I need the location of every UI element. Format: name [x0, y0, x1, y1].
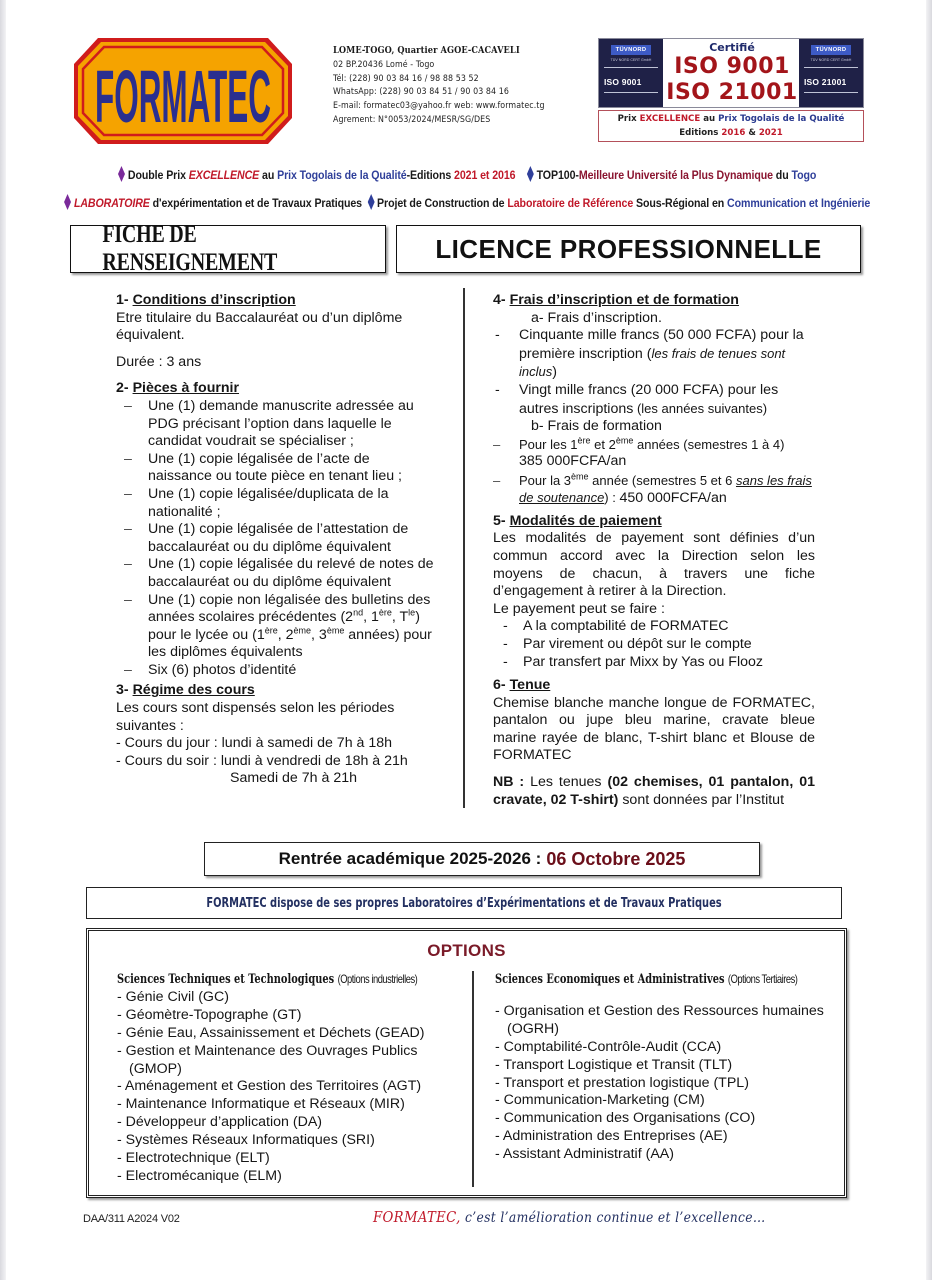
text: )	[552, 364, 557, 381]
text: années (semestres 1 à 4)	[633, 436, 785, 452]
diamond-bullet-icon	[367, 194, 374, 210]
section-number: 4-	[493, 292, 510, 308]
badge-iso-21001: ISO 21001	[804, 77, 847, 87]
options-title: OPTIONS	[427, 941, 506, 960]
text: , 3	[311, 626, 327, 643]
academic-start-date: 06 Octobre 2025	[546, 848, 686, 869]
award-laboratoire: LABORATOIRE	[73, 196, 150, 210]
badge-iso-9001: ISO 9001	[604, 77, 642, 87]
edition-2016: 2016	[721, 128, 746, 138]
option-item: - Electromécanique (ELM)	[117, 1167, 282, 1184]
labs-banner	[86, 887, 842, 919]
diamond-bullet-icon	[527, 166, 534, 182]
certification-badge	[598, 38, 864, 142]
award-university: Meilleure Université la Plus Dynamique	[578, 168, 773, 182]
payment-methods	[503, 618, 815, 671]
fee-first-registration	[493, 327, 815, 382]
slogan-brand: FORMATEC,	[373, 1208, 461, 1226]
award-lab-reference: Laboratoire de Référence	[507, 196, 634, 210]
dash: -	[495, 327, 500, 344]
fee-years-1-2	[493, 436, 815, 470]
right-column	[493, 292, 815, 809]
section-4-heading	[493, 292, 815, 310]
certified-text	[665, 39, 799, 109]
evening-courses: - Cours du soir : lundi à vendredi de 18h à 21h	[116, 752, 408, 769]
saturday-courses: Samedi de 7h à 21h	[230, 770, 357, 787]
dash: -	[495, 381, 500, 398]
documents-list	[124, 398, 436, 680]
award-prize-name: Prix Togolais de la Qualité	[277, 168, 407, 182]
text: années) pour les diplômes équivalents	[148, 626, 432, 661]
text: ) pour le lycée ou (1	[148, 609, 420, 643]
text: ) :	[604, 489, 620, 505]
superscript: ère	[577, 435, 591, 446]
awards-line-2	[61, 194, 872, 210]
section-number: 2-	[116, 380, 133, 397]
text: , 2	[277, 626, 294, 643]
section-5-text: Les modalités de payement sont définies d’un commun accord avec la Direction selon les moyens de chacun, à travers une fiche d’engagement à retirer à la Direction.	[493, 530, 815, 600]
agrement: Agrement: N°0053/2024/MESR/SG/DES	[333, 113, 491, 125]
award-years: 2021 et 2016	[454, 168, 516, 182]
column-divider	[463, 288, 465, 808]
prix-excellence: EXCELLENCE	[639, 114, 701, 124]
text: , 1	[363, 609, 379, 626]
list-item: – Une (1) copie légalisée de l’acte de naissance ou toute pièce en tenant lieu ;	[124, 451, 436, 486]
superscript: ère	[378, 607, 392, 618]
list-item: – Une (1) copie légalisée de l’attestation de baccalauréat ou du diplôme équivalent	[124, 521, 436, 556]
licence-title: LICENCE PROFESSIONNELLE	[435, 233, 822, 264]
text: année (semestres 5 et 6	[588, 472, 736, 488]
logo-text: FORMATEC	[95, 55, 271, 138]
training-fees-label: b- Frais de formation	[531, 418, 662, 435]
option-item: - Aménagement et Gestion des Territoires (AGT)	[117, 1078, 422, 1095]
options-industrial-heading	[117, 970, 476, 989]
award-text: d'expérimentation et de Travaux Pratiques	[152, 196, 362, 210]
option-item: - Gestion et Maintenance des Ouvrages Publics (GMOP)	[117, 1042, 418, 1077]
text: Vingt mille francs (20 000 FCFA) pour les autres inscriptions	[519, 381, 779, 417]
award-text: Projet de Construction de	[377, 196, 505, 210]
award-text: du	[775, 168, 789, 182]
certifie-label: Certifié	[709, 41, 755, 54]
option-item: - Transport Logistique et Transit (TLT)	[495, 1056, 733, 1073]
option-item: - Géomètre-Topographe (GT)	[117, 1006, 302, 1023]
awards-line-1	[61, 166, 872, 182]
slogan-text: c’est l’amélioration continue et l’excellence…	[460, 1210, 766, 1226]
list-item: - Par transfert par Mixx by Yas ou Flooz	[503, 654, 815, 672]
fee-other-registration	[493, 382, 815, 418]
amount: 450 000FCFA/an	[619, 489, 727, 506]
iso-certificate	[598, 38, 864, 108]
nb-label: NB :	[493, 774, 525, 791]
section-number: 3-	[116, 682, 133, 699]
contact-block	[333, 44, 545, 127]
list-item: – Une (1) demande manuscrite adressée au PDG précisant l’option dans laquelle le candidat voudrait se spécialiser ;	[124, 398, 436, 451]
section-1-heading	[116, 292, 436, 310]
slogan	[373, 1208, 766, 1226]
option-item: - Transport et prestation logistique (TPL)	[495, 1074, 749, 1091]
text-italic: les frais de tenues sont inclus	[519, 345, 786, 380]
section-6-heading	[493, 677, 815, 695]
award-togo: Togo	[791, 168, 817, 182]
section-title: Tenue	[509, 677, 551, 694]
option-item: - Assistant Administratif (AA)	[495, 1146, 674, 1163]
option-item: - Electrotechnique (ELT)	[117, 1150, 270, 1167]
option-item: - Organisation et Gestion des Ressources humaines (OGRH)	[495, 1002, 824, 1037]
text: Pour les 1	[519, 436, 578, 452]
section-3-text: Les cours sont dispensés selon les périodes suivantes :	[116, 700, 395, 734]
heading-paren: (Options industrielles)	[337, 972, 418, 986]
iso-21001: ISO 21001	[666, 80, 798, 105]
option-item: - Développeur d’application (DA)	[117, 1114, 323, 1131]
email-web[interactable]: E-mail: formatec03@yahoo.fr web: www.formatec.tg	[333, 100, 545, 112]
left-column	[116, 292, 436, 788]
award-excellence: EXCELLENCE	[188, 168, 260, 182]
diamond-bullet-icon	[64, 194, 71, 210]
section-3-heading	[116, 682, 436, 700]
award-text: -Editions	[406, 168, 452, 182]
option-item: - Génie Civil (GC)	[117, 988, 229, 1005]
superscript: ème	[293, 624, 312, 635]
options-tertiary	[495, 970, 845, 1164]
section-number: 5-	[493, 512, 510, 529]
tuv-brand: TÜVNORD	[611, 45, 651, 55]
section-5-heading	[493, 513, 815, 531]
dash: –	[493, 436, 501, 452]
option-item: - Génie Eau, Assainissement et Déchets (GEAD)	[117, 1024, 425, 1041]
academic-start-label: Rentrée académique 2025-2026 :	[278, 849, 542, 868]
superscript: le	[408, 607, 416, 618]
edition-and: &	[748, 128, 756, 138]
superscript: ème	[571, 471, 589, 482]
text: Une (1) copie non légalisée des bulletins des années scolaires précédentes (2	[148, 591, 431, 626]
tuv-sub: TÜV NORD CERT GmbH	[810, 58, 852, 62]
section-title: Frais d’inscription et de formation	[509, 292, 739, 308]
text-underlined: sans les frais de soutenance	[519, 472, 812, 505]
tuv-sub: TÜV NORD CERT GmbH	[610, 58, 652, 62]
heading-paren: (Options Tertiaires)	[727, 972, 798, 986]
academic-start-box	[204, 842, 760, 876]
list-item: – Une (1) copie légalisée/duplicata de la nationalité ;	[124, 486, 436, 521]
po-box: 02 BP.20436 Lomé - Togo	[333, 58, 435, 70]
section-title: Conditions d’inscription	[132, 292, 296, 308]
option-item: - Communication des Organisations (CO)	[495, 1110, 756, 1127]
superscript: ère	[264, 624, 278, 635]
labs-banner-text: FORMATEC dispose de ses propres Laboratoires d’Expérimentations et de Travaux Pratiques	[206, 895, 722, 911]
section-number: 1-	[116, 292, 133, 308]
award-text: Sous-Régional en	[636, 196, 725, 210]
diamond-bullet-icon	[118, 166, 125, 182]
text: (les années suivantes)	[633, 400, 768, 416]
quality-prize	[598, 110, 864, 142]
formatec-logo	[72, 36, 294, 146]
award-top100: TOP100-	[536, 168, 579, 182]
option-item: - Administration des Entreprises (AE)	[495, 1128, 728, 1145]
text: Pour la 3	[519, 472, 572, 488]
options-industrial	[117, 970, 467, 1186]
section-2-heading	[116, 380, 436, 398]
document-code: DAA/311 A2024 V02	[83, 1213, 180, 1225]
list-item: – Six (6) photos d’identité	[124, 662, 436, 680]
option-item: - Comptabilité-Contrôle-Audit (CCA)	[495, 1038, 722, 1055]
option-item: - Systèmes Réseaux Informatiques (SRI)	[117, 1132, 375, 1149]
iso-9001: ISO 9001	[674, 54, 790, 79]
list-item: – Une (1) copie légalisée du relevé de notes de baccalauréat ou du diplôme équivalent	[124, 556, 436, 591]
section-title: Pièces à fournir	[132, 380, 240, 397]
prix-togolais: Prix Togolais de la Qualité	[718, 114, 845, 124]
tuv-badge-left	[599, 39, 663, 107]
list-item: - A la comptabilité de FORMATEC	[503, 618, 815, 636]
tuv-badge-right	[799, 39, 863, 107]
prix-au: au	[703, 114, 716, 124]
options-tertiary-heading	[495, 970, 854, 989]
prix-label: Prix	[617, 114, 637, 124]
page-edge-right	[926, 0, 932, 1280]
badge-line	[804, 92, 858, 93]
fiche-title-box	[70, 221, 386, 276]
registration-fees-label: a- Frais d’inscription.	[531, 309, 662, 326]
day-courses: - Cours du jour : lundi à samedi de 7h à 18h	[116, 735, 393, 752]
section-title: Régime des cours	[132, 682, 255, 699]
badge-line	[604, 67, 658, 68]
superscript: ème	[615, 435, 634, 446]
text-bold: (02 chemises, 01 pantalon, 01 cravate, 02 T-shirt)	[493, 774, 815, 808]
fee-year-3	[493, 472, 815, 507]
award-communication: Communication et Ingénierie	[727, 196, 871, 210]
dash: –	[493, 472, 501, 488]
page-edge-left	[0, 0, 6, 1280]
badge-line	[604, 92, 658, 93]
fiche-title: FICHE DE RENSEIGNEMENT	[102, 221, 278, 276]
section-6-text: Chemise blanche manche longue de FORMATEC, pantalon ou jupe bleu marine, cravate bleue marine rayée de blanc, T-shirt blanc et Blouse de FORMATEC	[493, 694, 815, 764]
award-text: Double Prix	[127, 168, 186, 182]
option-item: - Maintenance Informatique et Réseaux (MIR)	[117, 1096, 405, 1113]
whatsapp: WhatsApp: (228) 90 03 84 51 / 90 03 84 16	[333, 86, 509, 98]
nb-note	[493, 774, 815, 809]
superscript: ème	[326, 624, 345, 635]
text: Les tenues	[524, 774, 608, 791]
telephone: Tél: (228) 90 03 84 16 / 98 88 53 52	[333, 72, 479, 84]
text: , T	[391, 609, 409, 626]
duration: Durée : 3 ans	[116, 353, 202, 370]
text: et 2	[590, 436, 616, 452]
text: sont données par l’Institut	[618, 791, 785, 808]
editions-label: Editions	[679, 128, 719, 138]
section-1-text: Etre titulaire du Baccalauréat ou d’un diplôme équivalent.	[116, 309, 403, 344]
badge-line	[804, 67, 858, 68]
superscript: nd	[353, 607, 364, 618]
tuv-brand: TÜVNORD	[811, 45, 851, 55]
award-text: au	[262, 168, 275, 182]
licence-title-box	[396, 225, 861, 273]
address-title: LOME-TOGO, Quartier AGOE-CACAVELI	[333, 45, 520, 56]
list-item	[124, 592, 436, 662]
section-title: Modalités de paiement	[509, 512, 662, 529]
option-item: - Communication-Marketing (CM)	[495, 1092, 705, 1109]
options-divider	[472, 971, 474, 1187]
heading-text: Sciences Techniques et Technologiques	[117, 971, 335, 986]
options-box	[86, 928, 847, 1198]
edition-2021: 2021	[758, 128, 783, 138]
heading-text: Sciences Economiques et Administratives	[495, 971, 725, 986]
text: Cinquante mille francs (50 000 FCFA) pour la première inscription (	[519, 327, 804, 362]
section-number: 6-	[493, 677, 510, 694]
amount: 385 000FCFA/an	[519, 452, 627, 469]
payment-intro: Le payement peut se faire :	[493, 600, 665, 617]
list-item: - Par virement ou dépôt sur le compte	[503, 636, 815, 654]
